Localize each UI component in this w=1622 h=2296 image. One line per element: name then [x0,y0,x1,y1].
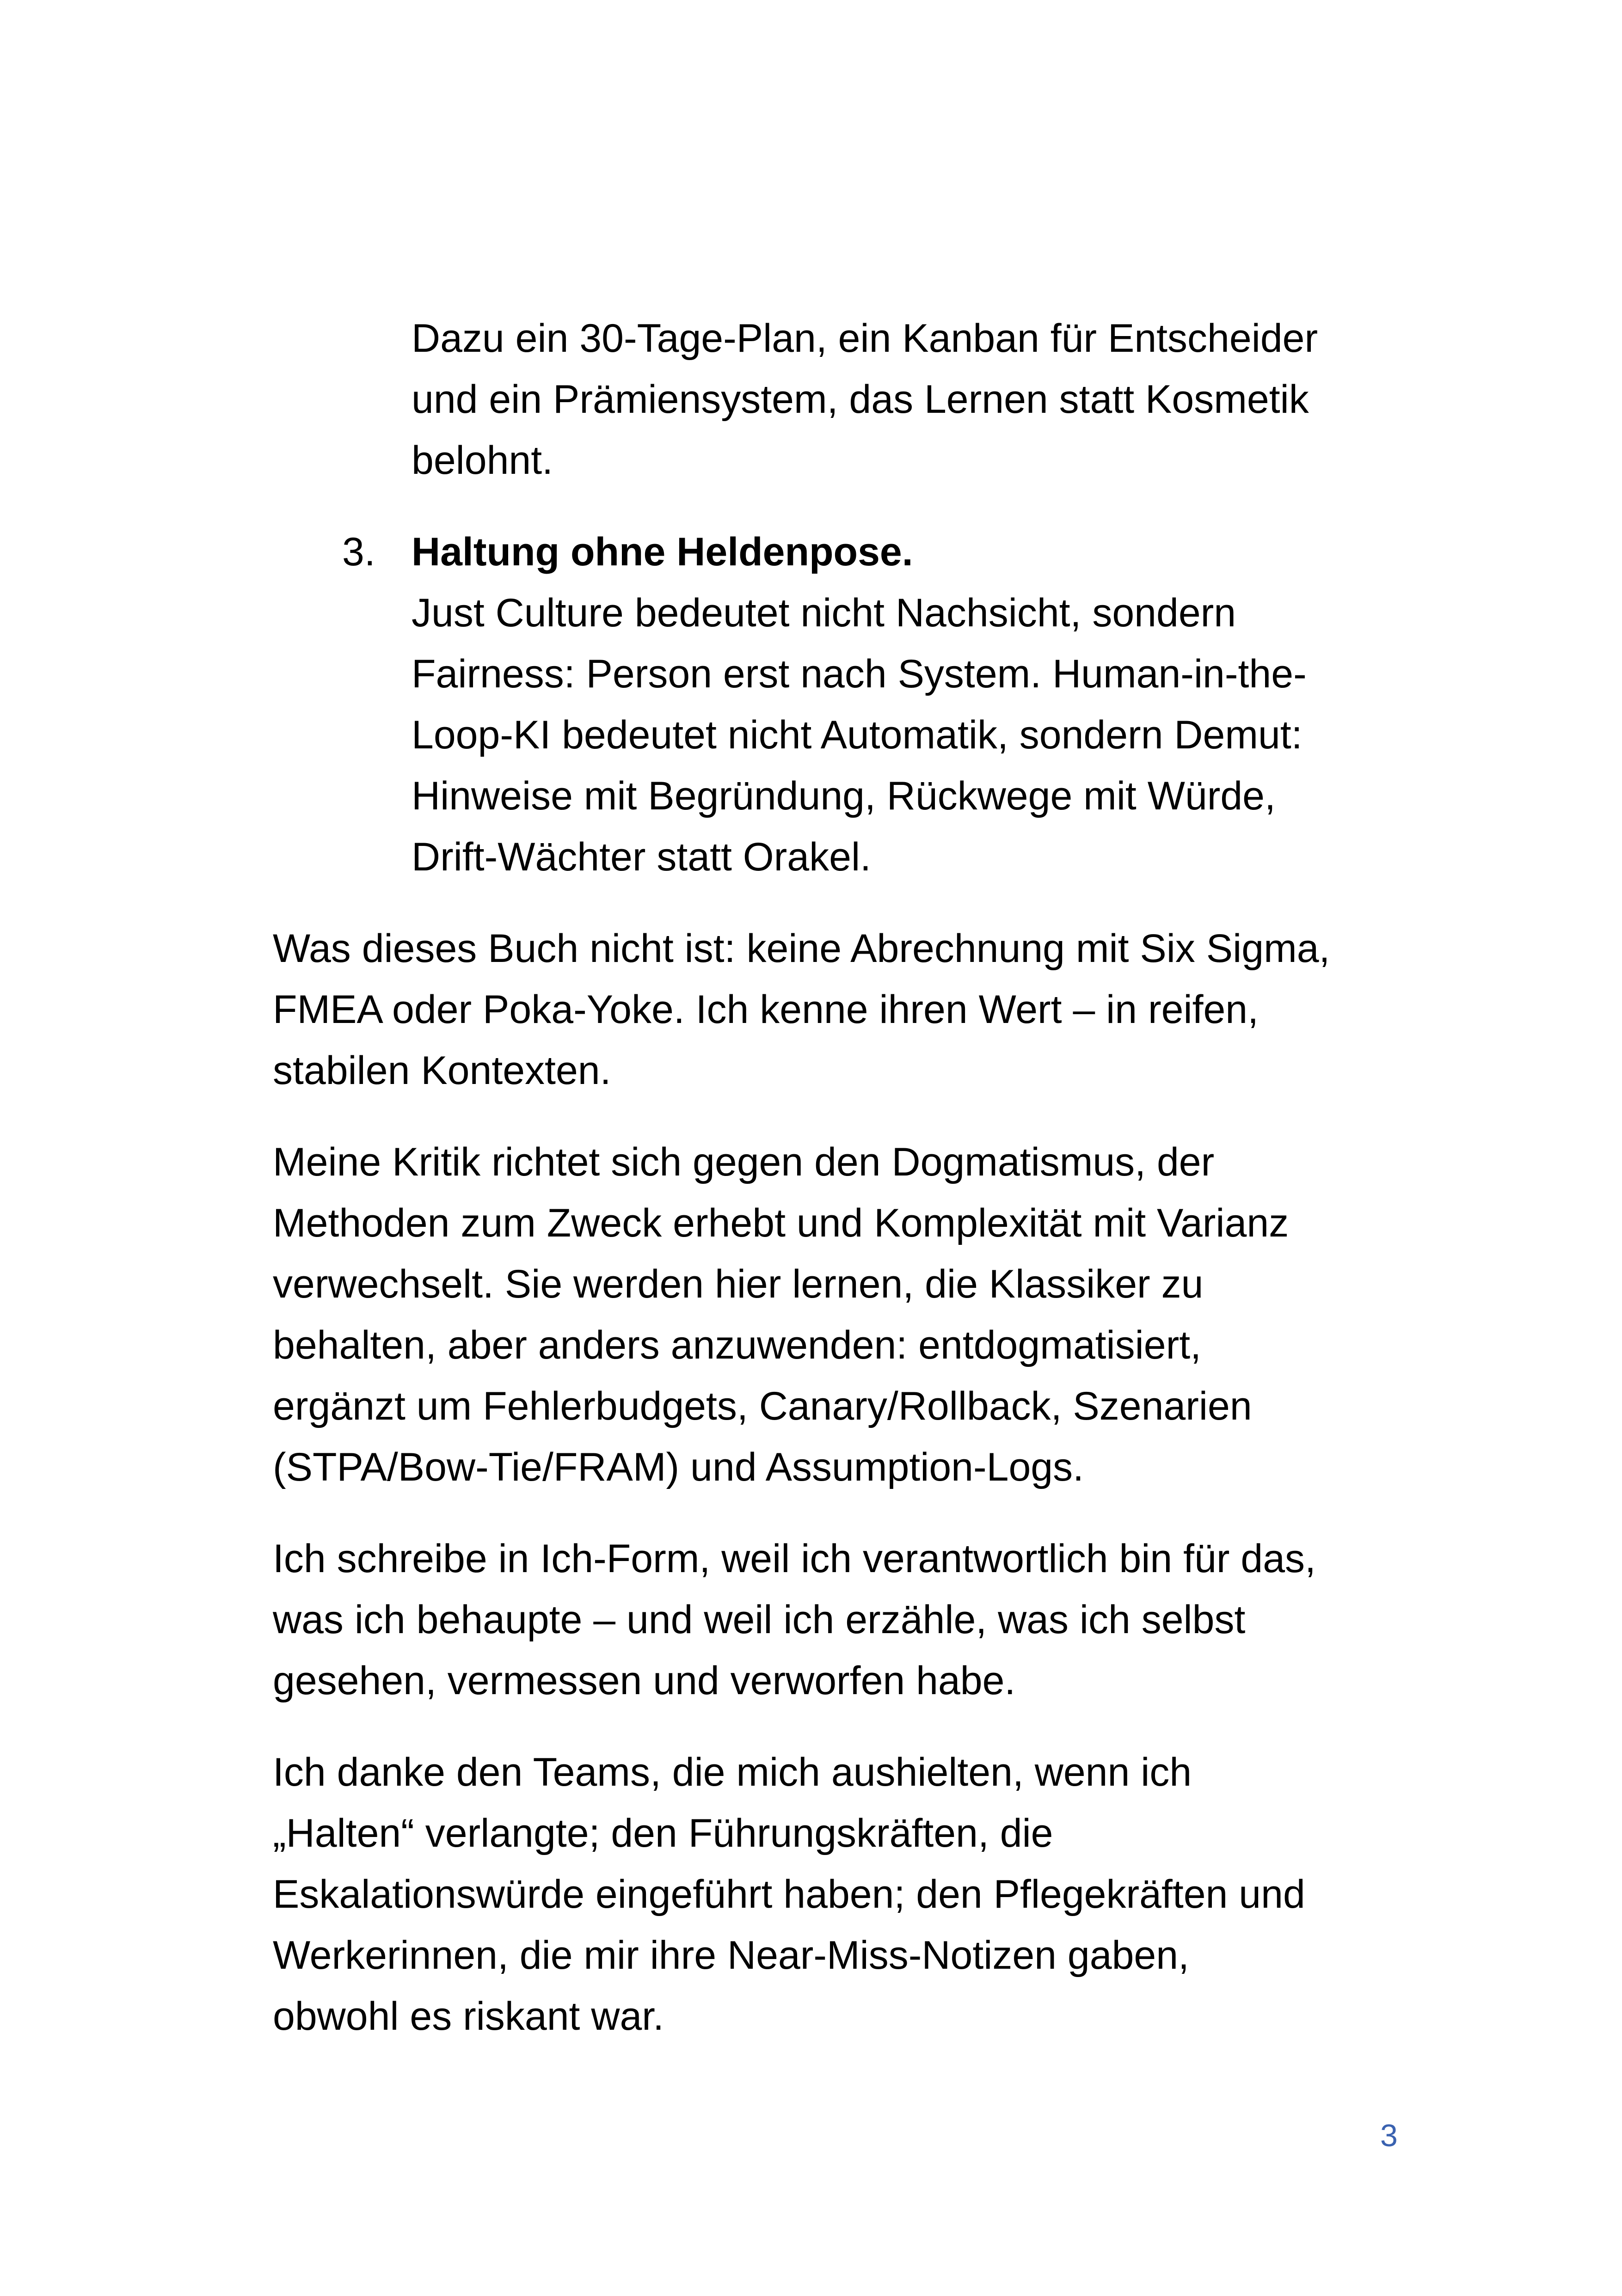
list-item-title: Haltung ohne Heldenpose. [412,530,913,574]
paragraph-critique: Meine Kritik richtet sich gegen den Dogmatismus, der Methoden zum Zweck erhebt und Komplexität mit Varianz verwechselt. Sie werden hier lernen, die Klassiker zu behalten, aber anders anzuwenden: entdogmatisiert, ergänzt um Fehlerbudgets, Canary/Rollback, Szenarien (STPA/Bow-Tie/FRAM) und Assumption-Logs. [273,1140,1289,1489]
list-item-number: 3. [342,530,375,574]
list-item-body: Just Culture bedeutet nicht Nachsicht, sondern Fairness: Person erst nach System. Human-in-the- Loop-KI bedeutet nicht Automatik, sondern Demut: Hinweise mit Begründung, Rückwege mit Würde, Drift-Wächter statt Orakel. [412,591,1307,879]
intro-continuation-paragraph: Dazu ein 30-Tage-Plan, ein Kanban für Entscheider und ein Prämiensystem, das Lernen statt Kosmetik belohnt. [412,316,1318,483]
page-number: 3 [1380,2118,1398,2153]
page-content [273,268,1410,2077]
paragraph-acknowledgements: Ich danke den Teams, die mich aushielten, wenn ich „Halten“ verlangte; den Führungskräften, die Eskalationswürde eingeführt haben; den Pflegekräften und Werkerinnen, die mir ihre Near-Miss-Notizen gaben, obwohl es riskant war. [273,1750,1305,2039]
paragraph-first-person: Ich schreibe in Ich-Form, weil ich verantwortlich bin für das, was ich behaupte – und weil ich erzähle, was ich selbst gesehen, vermessen und verworfen habe. [273,1537,1316,1703]
paragraph-not-this-book: Was dieses Buch nicht ist: keine Abrechnung mit Six Sigma, FMEA oder Poka-Yoke. Ich kenne ihren Wert – in reifen, stabilen Kontexten. [273,926,1330,1093]
numbered-list-item-3 [342,521,1410,888]
